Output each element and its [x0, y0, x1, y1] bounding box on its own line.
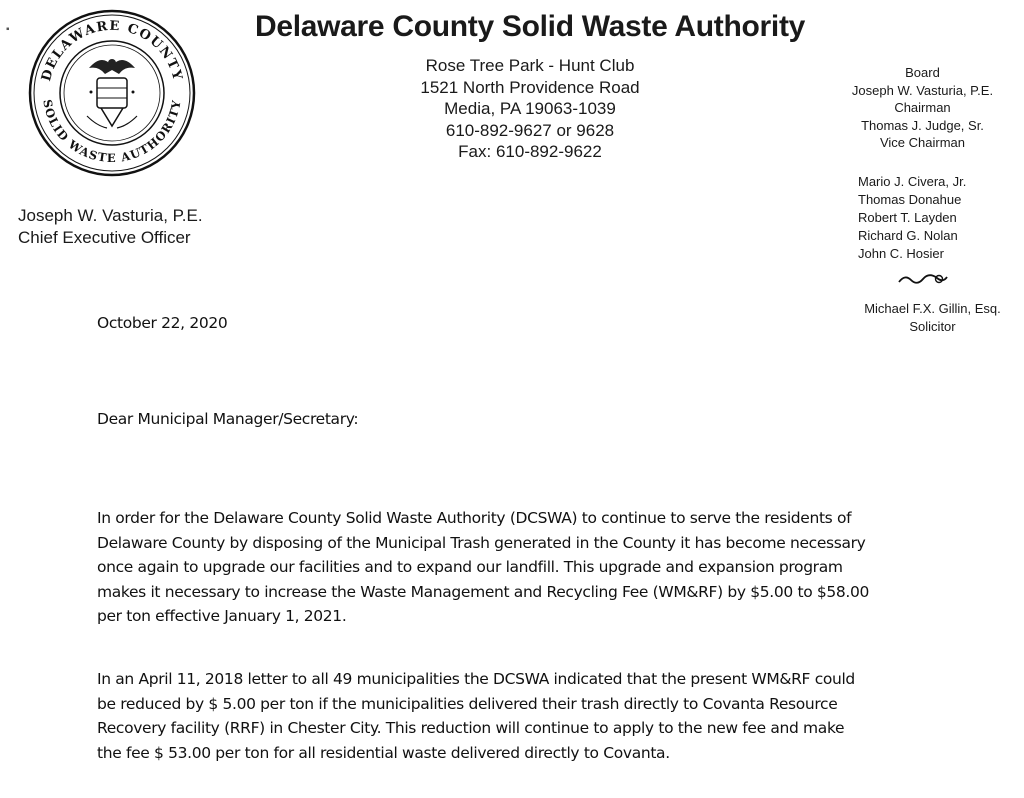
seal-bottom-text: SOLID WASTE AUTHORITY [40, 98, 184, 166]
vice-chairman-name: Thomas J. Judge, Sr. [861, 117, 984, 133]
solicitor-block [845, 300, 1020, 335]
eagle-emblem-icon [87, 59, 137, 128]
paragraph-line: per ton effective January 1, 2021. [97, 607, 347, 626]
address-line: Media, PA 19063-1039 [444, 99, 616, 118]
solicitor-title: Solicitor [909, 318, 956, 334]
vice-chairman-title: Vice Chairman [879, 135, 966, 150]
board-members-list [858, 173, 966, 263]
phone-line: 610-892-9627 or 9628 [445, 120, 615, 140]
authority-seal [27, 8, 197, 178]
board-officers [830, 64, 1015, 152]
fax-line: Fax: 610-892-9622 [458, 142, 602, 161]
seal-top-text: DELAWARE COUNTY [39, 18, 185, 83]
board-member: Robert T. Layden [858, 210, 957, 225]
chairman-name: Joseph W. Vasturia, P.E. [851, 82, 994, 98]
letter-date: October 22, 2020 [97, 314, 228, 332]
paragraph-line: once again to upgrade our facilities and to expand our landfill. This upgrade and expansion program [97, 558, 843, 577]
paragraph-line: be reduced by $ 5.00 per ton if the municipalities delivered their trash directly to Covanta Resource [97, 694, 838, 713]
address-line: 1521 North Providence Road [420, 77, 640, 97]
chairman-title: Chairman [894, 100, 951, 115]
ceo-block [18, 205, 203, 249]
scan-mark: ▪ [6, 24, 10, 35]
address-block [330, 55, 730, 163]
ceo-name: Joseph W. Vasturia, P.E. [18, 206, 203, 225]
ceo-title: Chief Executive Officer [18, 228, 191, 247]
board-member: John C. Hosier [858, 246, 944, 261]
board-member: Mario J. Civera, Jr. [858, 174, 967, 189]
paragraph-line: makes it necessary to increase the Waste Management and Recycling Fee (WM&RF) by $5.00 to $58.00 [97, 582, 870, 601]
paragraph-line: Recovery facility (RRF) in Chester City. This reduction will continue to apply to the new fee and make [97, 719, 845, 738]
board-heading: Board [905, 65, 940, 80]
organization-name: Delaware County Solid Waste Authority [254, 10, 806, 43]
paragraph-line: In order for the Delaware County Solid Waste Authority (DCSWA) to continue to serve the residents of [97, 509, 852, 527]
address-line: Rose Tree Park - Hunt Club [425, 56, 635, 75]
paragraph-line: the fee $ 53.00 per ton for all residential waste delivered directly to Covanta. [97, 743, 670, 762]
board-member: Thomas Donahue [858, 192, 962, 207]
salutation: Dear Municipal Manager/Secretary: [97, 410, 359, 428]
paragraph-1 [97, 506, 997, 629]
solicitor-name: Michael F.X. Gillin, Esq. [864, 301, 1001, 316]
paragraph-2 [97, 667, 997, 765]
board-member: Richard G. Nolan [858, 228, 958, 243]
paragraph-line: In an April 11, 2018 letter to all 49 municipalities the DCSWA indicated that the present WM&RF could [97, 670, 855, 688]
paragraph-line: Delaware County by disposing of the Municipal Trash generated in the County it has become necessary [97, 533, 866, 552]
flourish-ornament-icon [895, 270, 951, 288]
